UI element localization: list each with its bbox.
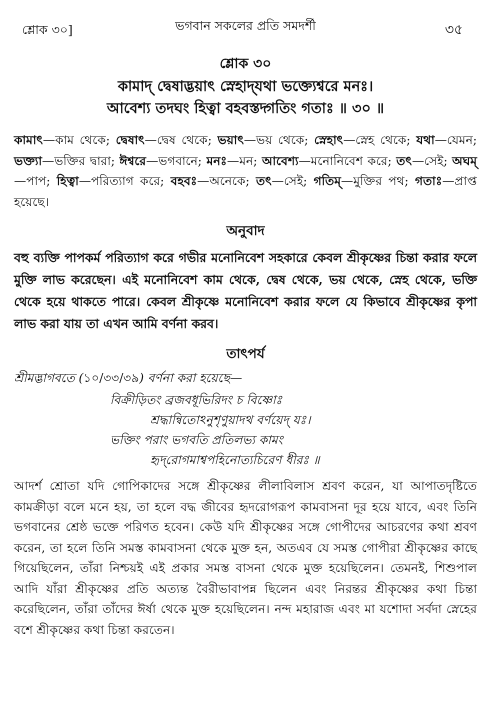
synonym-word: মনঃ bbox=[206, 153, 228, 168]
synonym-word: গতাঃ bbox=[415, 174, 443, 188]
synonym-meaning: প্রাপ্ত হয়েছে। bbox=[14, 174, 478, 209]
synonym-word: তৎ bbox=[255, 174, 272, 188]
ref-before: শ্রীমদ্ভাগবতে ( bbox=[14, 371, 84, 385]
synonym-meaning: মন; bbox=[239, 153, 258, 168]
quote-line-1: বিক্রীড়িতং ব্রজবধূভিরিদং চ বিষ্ণোঃ bbox=[110, 393, 283, 407]
synonym-word: আবেশ্য bbox=[261, 153, 299, 168]
synonym-word: কামাৎ bbox=[14, 133, 43, 147]
purport-reference bbox=[14, 370, 477, 390]
synonym-word: তৎ bbox=[396, 153, 412, 168]
synonym-meaning: সেই; bbox=[283, 174, 308, 188]
verse-line-1: কামাদ্ দ্বেষাদ্ভয়াৎ স্নেহাদ্‌যথা ভক্ত্যেশ্বরে মনঃ। bbox=[117, 78, 374, 95]
synonym-meaning: কাম থেকে; bbox=[55, 133, 110, 147]
synonym-word: গতিম্ bbox=[313, 174, 342, 188]
synonym-meaning: ভক্তির দ্বারা; bbox=[54, 153, 115, 168]
translation-title: অনুবাদ bbox=[226, 223, 265, 239]
synonym-word: ভক্ত্যা bbox=[14, 153, 42, 168]
synonym-meaning: অনেকে; bbox=[209, 174, 250, 188]
header-verse-ref: শ্লোক ৩০] bbox=[22, 22, 73, 37]
translation-text: বহু ব্যক্তি পাপকর্ম পরিত্যাগ করে গভীর মনোনিবেশ সহকারে কেবল শ্রীকৃষ্ণের চিন্তা করার ফলে মুক্তি লাভ করেছেন। এই মনোনিবেশ কাম থেকে, দ্বেষ থেকে, ভয় থেকে, স্নেহ থেকে, ভক্তি থেকে হয়ে থাকতে পারে। কেবল শ্রীকৃষ্ণে মনোনিবেশ করার ফলে যে কিভাবে শ্রীকৃষ্ণের কৃপা লাভ করা যায় তা এখন আমি বর্ণনা করব। bbox=[14, 250, 478, 331]
synonym-word: ভয়াৎ bbox=[217, 133, 244, 147]
synonym-word: বহবঃ bbox=[170, 174, 198, 188]
verse-title: শ্লোক ৩০ bbox=[219, 56, 272, 72]
quote-line-3: ভক্তিং পরাং ভগবতি প্রতিলভ্য কামং bbox=[110, 433, 283, 447]
synonym-meaning: পরিত্যাগ করে; bbox=[91, 174, 165, 188]
synonym-word: অঘম্ bbox=[452, 153, 477, 168]
synonym-word: হিত্বা bbox=[56, 174, 79, 188]
synonym-meaning: পাপ; bbox=[26, 174, 51, 188]
synonym-word: স্নেহাৎ bbox=[314, 133, 344, 147]
quote-line-4: হৃদ্‌রোগমাশ্বপহিনোত্যচিরেণ ধীরঃ ॥ bbox=[150, 453, 320, 467]
synonym-word: যথা bbox=[416, 133, 435, 147]
running-header bbox=[14, 0, 477, 44]
page-number: ৩৫ bbox=[444, 22, 463, 38]
synonym-meaning: যেমন; bbox=[446, 133, 477, 147]
synonym-meaning: ভয় থেকে; bbox=[256, 133, 309, 147]
ref-number: ১০/৩৩/৩৯ bbox=[83, 371, 140, 385]
header-title: ভগবান সকলের প্রতি সমদর্শী bbox=[175, 18, 316, 33]
synonym-meaning: মনোনিবেশ করে; bbox=[310, 153, 392, 168]
synonym-meaning: সেই; bbox=[424, 153, 448, 168]
synonym-meaning: মুক্তির পথ; bbox=[353, 174, 409, 188]
purport-text: আদর্শ শ্রোতা যদি গোপিকাদের সঙ্গে শ্রীকৃষ্ণের লীলাবিলাস শ্রবণ করেন, যা আপাতদৃষ্টিতে কামক্রীড়া বলে মনে হয়, তা হলে বদ্ধ জীবের হৃদরোগরূপ কামবাসনা দূর হয়ে যাবে, এবং তিনি ভগবানের শ্রেষ্ঠ ভক্তে পরিণত হবেন। কেউ যদি শ্রীকৃষ্ণের সঙ্গে গোপীদের আচরণের কথা শ্রবণ করেন, তা হলে তিনি সমস্ত কামবাসনা থেকে মুক্ত হন, অতএব যে সমস্ত গোপীরা শ্রীকৃষ্ণের কাছে গিয়েছিলেন, তাঁরা নিশ্চয়ই এই প্রকার সমস্ত বাসনা থেকে মুক্ত হয়েছিলেন। তেমনই, শিশুপাল আদি যাঁরা শ্রীকৃষ্ণের প্রতি অত্যন্ত বৈরীভাবাপন্ন ছিলেন এবং নিরন্তর শ্রীকৃষ্ণের কথা চিন্তা করেছিলেন, তাঁরা তাঁদের ঈর্ষা থেকে মুক্ত হয়েছিলেন। নন্দ মহারাজ এবং মা যশোদা সর্বদা স্নেহের বশে শ্রীকৃষ্ণের কথা চিন্তা করতেন। bbox=[14, 479, 477, 637]
synonym-meaning: স্নেহ থেকে; bbox=[355, 133, 411, 147]
purport-title: তাৎপর্য bbox=[226, 346, 265, 362]
quote-line-2: শ্রদ্ধান্বিতোঽনুশৃণুয়াদথ বর্ণয়েদ্ যঃ। bbox=[150, 413, 311, 427]
synonym-meaning: দ্বেষ থেকে; bbox=[156, 133, 212, 147]
synonym-meaning: ভগবানে; bbox=[158, 153, 202, 168]
verse-line-2: আবেশ্য তদঘং হিত্বা বহবস্তদ্গতিং গতাঃ ॥ ৩০ ॥ bbox=[106, 100, 385, 117]
ref-after: ) বর্ণনা করা হয়েছে— bbox=[139, 371, 243, 385]
word-synonyms: কামাৎ—কাম থেকে; দ্বেষাৎ—দ্বেষ থেকে; ভয়াৎ—ভয় থেকে; স্নেহাৎ—স্নেহ থেকে; যথা—যেমন; ভক্ত্যা—ভক্তির দ্বারা; ঈশ্বরে—ভগবানে; মনঃ—মন; আবেশ্য—মনোনিবেশ করে; তৎ—সেই; অঘম্—পাপ; হিত্বা—পরিত্যাগ করে; বহবঃ—অনেকে; তৎ—সেই; গতিম্—মুক্তির পথ; গতাঃ—প্রাপ্ত হয়েছে। bbox=[14, 133, 478, 209]
sanskrit-quote bbox=[110, 390, 477, 470]
synonym-word: দ্বেষাৎ bbox=[115, 133, 145, 147]
synonym-word: ঈশ্বরে bbox=[119, 153, 147, 168]
